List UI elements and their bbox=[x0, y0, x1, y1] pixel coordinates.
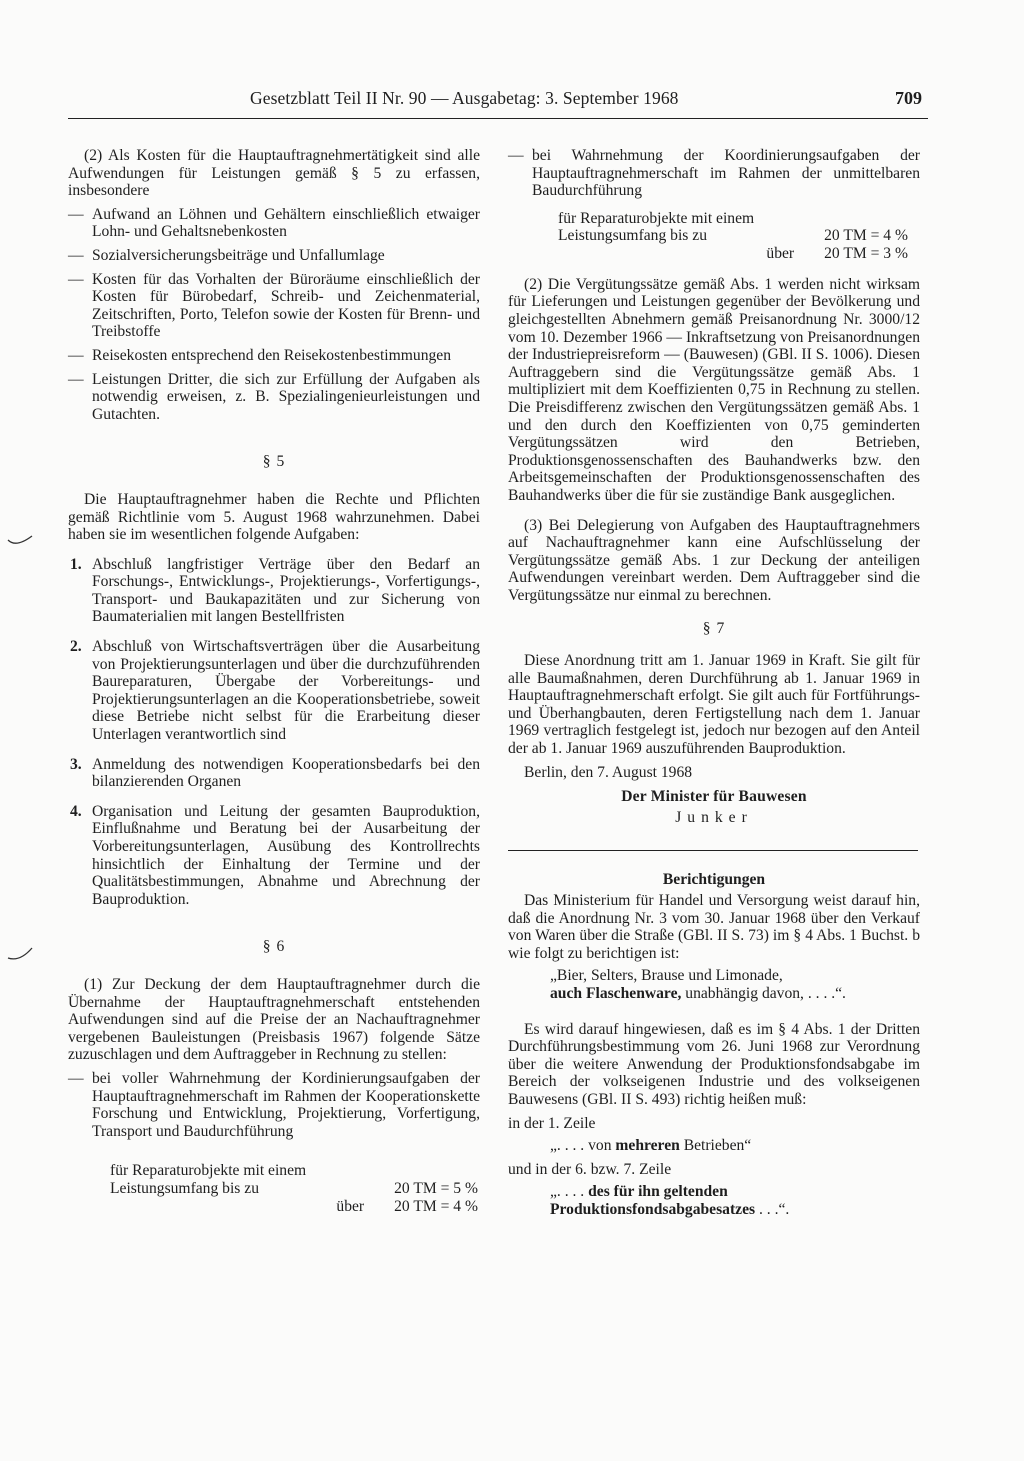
list-item: — Kosten für das Vorhalten der Büroräume einschließlich der Kosten für Bürobedarf, Schreib- und Zeichenmaterial, Zeitschriften, Porto, Telefon sowie der Kosten für Brenn- und Treibstoffe bbox=[68, 270, 480, 341]
list-item: — Sozialversicherungsbeiträge und Unfallumlage bbox=[68, 246, 385, 264]
list-item-text: Leistungen Dritter, die sich zur Erfüllung der Aufgaben als notwendig erweisen, z. B. Spezialingenieurleistungen und Gutachten. bbox=[92, 370, 480, 423]
correction-2-quote: „. . . . des für ihn geltenden Produktionsfondsabgabesatzes . . .“. bbox=[550, 1183, 790, 1218]
numbered-item-text: Abschluß von Wirtschaftsverträgen über die Ausarbeitung von Projektierungsunterlagen und über die durchzuführenden Baureparaturen, Übergabe der Vorbereitungs- und Projektierungsunterlagen an die Kooperationsbetriebe, soweit diese Betriebe nicht selbst für die Erarbeitung dieser Unterlagen verantwortlich sind bbox=[92, 638, 480, 744]
paragraph-6-2: (2) Die Vergütungssätze gemäß Abs. 1 werden nicht wirksam für Lieferungen und Leistungen gegenüber der Bevölkerung und gleichgestellten Abnehmern gemäß Preisanordnung Nr. 3000/12 vom 10. Dezember 1966 — Inkraftsetzung von Preisanordnungen der Industriepreisreform — (Bauwesen) (GBl. II S. 1006). Diesen Auftraggebern sind die Vergütungssätze gemäß Abs. 1 multipliziert mit dem Koeffizienten 0,75 in Rechnung zu stellen. Die Preisdifferenz zwischen den Vergütungssätzen gemäß Abs. 1 und den durch den Koeffizienten von 0,75 geminderten Vergütungssätzen wird den Betrieben, Produktionsgenossenschaften des Bauhandwerks bzw. den Arbeitsgemeinschaften der Produktionsgenossenschaften des Bauhandwerks über die für sie zuständige Bank ausgeglichen. bbox=[508, 275, 920, 504]
list-item: — bei Wahrnehmung der Koordinierungsaufgaben der Hauptauftragnehmerschaft im Rahmen der unmittelbaren Baudurchführung bbox=[508, 147, 920, 200]
list-item: — Leistungen Dritter, die sich zur Erfüllung der Aufgaben als notwendig erweisen, z. B. Spezialingenieurleistungen und Gutachten. bbox=[68, 370, 480, 423]
place-date: Berlin, den 7. August 1968 bbox=[524, 763, 693, 781]
paragraph-7: Diese Anordnung tritt am 1. Januar 1969 in Kraft. Sie gilt für alle Baumaßnahmen, deren Durchführung ab 1. Januar 1969 in Hauptauftragnehmerschaft erfolgt. Sie gilt auch für Fortführungs- und Überhangbauten, deren Fertigstellung nach dem 1. Januar 1969 vertraglich festgelegt ist, jedoch nur bezogen auf den Anteil der ab 1. Januar 1969 auszuführenden Bauproduktion. bbox=[508, 652, 920, 758]
corrections-heading: Berichtigungen bbox=[662, 871, 766, 889]
rate-row: über 20 TM = 4 % bbox=[336, 1197, 478, 1215]
numbered-item: 4. Organisation und Leitung der gesamten Bauproduktion, Einflußnahme und Beratung bei der Ausarbeitung der Vorbereitungsunterlagen, Ausübung des Kontrollrechts hinsichtlich der Einhaltung der Termine und der Qualitätsbestimmungen, Abnahme und Abrechnung der Bauproduktion. bbox=[70, 802, 480, 908]
numbered-item-text: Anmeldung des notwendigen Kooperationsbedarfs bei den bilanzierenden Organen bbox=[92, 755, 480, 791]
margin-checkmark-icon bbox=[6, 946, 34, 964]
rate-row: 20 TM = 4 % bbox=[824, 227, 908, 245]
margin-checkmark-icon bbox=[6, 534, 34, 552]
numbered-item: 3. Anmeldung des notwendigen Kooperationsbedarfs bei den bilanzierenden Organen bbox=[70, 755, 480, 791]
correction-2-line-label: und in der 6. bzw. 7. Zeile bbox=[508, 1160, 672, 1178]
numbered-item: 2. Abschluß von Wirtschaftsverträgen über die Ausarbeitung von Projektierungsunterlagen und über die durchzuführenden Baureparaturen, Übergabe der Vorbereitungs- und Projektierungsunterlagen an die Kooperationsbetriebe, soweit diese Betriebe nicht selbst für die Erarbeitung dieser Unterlagen verantwortlich sind bbox=[70, 638, 480, 744]
list-item-text: Reisekosten entsprechend den Reisekostenbestimmungen bbox=[92, 346, 452, 364]
section-heading-5: § 5 bbox=[262, 453, 286, 471]
list-item: — bei voller Wahrnehmung der Kordinierungsaufgaben der Hauptauftragnehmerschaft im Rahmen der Kooperationskette Forschung und Entwicklung, Projektierung, Vorfertigung, Transport und Baudurchführung bbox=[68, 1069, 480, 1140]
left-column bbox=[68, 147, 480, 1214]
paragraph-6-3: (3) Bei Delegierung von Aufgaben des Hauptauftragnehmers auf Nachauftragnehmer kann eine Aufschlüsselung der Vergütungssätze gemäß Abs. 1 zur Deckung der anteiligen Aufwendungen vereinbart werden. Dem Auftraggeber sind die Vergütungssätze nur einmal zu berechnen. bbox=[508, 516, 920, 604]
correction-2-line-label: in der 1. Zeile bbox=[508, 1114, 596, 1132]
page-number: 709 bbox=[895, 88, 922, 108]
list-item: — Reisekosten entsprechend den Reisekostenbestimmungen bbox=[68, 346, 452, 364]
paragraph-6-1: (1) Zur Deckung der dem Hauptauftragnehmer durch die Übernahme der Hauptauftragnehmerschaft entstehenden Aufwendungen sind auf die Preise der an Nachauftragnehmer vergebenen Bauleistungen (Preisbasis 1967) folgende Sätze zuzuschlagen und dem Auftraggeber in Rechnung zu stellen: bbox=[68, 975, 480, 1064]
list-item-text: bei voller Wahrnehmung der Kordinierungsaufgaben der Hauptauftragnehmerschaft im Rahmen der Kooperationskette Forschung und Entwicklung, Projektierung, Vorfertigung, Transport und Baudurchführung bbox=[92, 1069, 480, 1140]
section-heading-6: § 6 bbox=[262, 938, 286, 956]
numbered-item-text: Organisation und Leitung der gesamten Bauproduktion, Einflußnahme und Beratung bei der Ausarbeitung der Vorbereitungsunterlagen, Ausübung des Kontrollrechts hinsichtlich der Einhaltung der Termine und der Qualitätsbestimmungen, Abnahme und Abrechnung der Bauproduktion. bbox=[92, 802, 480, 908]
correction-1-text: Das Ministerium für Handel und Versorgung weist darauf hin, daß die Anordnung Nr. 3 vom 30. Januar 1968 über den Verkauf von Waren über die Straße (GBl. II S. 73) im § 4 Abs. 1 Buchst. b wie folgt zu berichtigen ist: bbox=[508, 892, 920, 962]
rate-table bbox=[68, 1162, 480, 1214]
numbered-item-text: Abschluß langfristiger Verträge über den Bedarf an Forschungs-, Entwicklungs-, Projektierungs-, Vorfertigungs-, Transport- und Baukapazitäten und zur Sicherung von Baumaterialien mit langen Bestellfristen bbox=[92, 555, 480, 626]
signatory-name: Junker bbox=[675, 808, 753, 826]
list-item: — Aufwand an Löhnen und Gehältern einschließlich etwaiger Lohn- und Gehaltsnebenkosten bbox=[68, 205, 480, 241]
rate-table bbox=[508, 210, 920, 262]
list-item-text: Sozialversicherungsbeiträge und Unfallumlage bbox=[92, 246, 385, 264]
minister-title: Der Minister für Bauwesen bbox=[621, 788, 807, 806]
list-item-text: Kosten für das Vorhalten der Büroräume einschließlich der Kosten für Bürobedarf, Schreib- und Zeichenmaterial, Zeitschriften, Porto, Telefon sowie der Kosten für Brenn- und Treibstoffe bbox=[92, 270, 480, 341]
correction-1-quote: „Bier, Selters, Brause und Limonade, bbox=[550, 967, 783, 985]
rate-label: für Reparaturobjekte mit einem Leistungsumfang bis zu bbox=[110, 1162, 307, 1197]
header-title: Gesetzblatt Teil II Nr. 90 — Ausgabetag: 3. September 1968 bbox=[250, 88, 679, 108]
correction-2-text: Es wird darauf hingewiesen, daß es im § 4 Abs. 1 der Dritten Durchführungsbestimmung vom 26. Juni 1968 zur Verordnung über die weitere Anwendung der Produktionsfondsabgabe im Bereich der volkseigenen Industrie und des volkseigenen Bauwesens (GBl. II S. 493) richtig heißen muß: bbox=[508, 1020, 920, 1108]
rate-label: für Reparaturobjekte mit einem Leistungsumfang bis zu bbox=[558, 209, 755, 245]
section-divider bbox=[508, 850, 918, 851]
rate-row: 20 TM = 5 % bbox=[394, 1179, 478, 1197]
page-header bbox=[68, 88, 928, 119]
paragraph-4-2: (2) Als Kosten für die Hauptauftragnehmertätigkeit sind alle Aufwendungen für Leistungen gemäß § 5 zu erfassen, insbesondere bbox=[68, 147, 480, 200]
rate-row: über 20 TM = 3 % bbox=[766, 244, 908, 262]
correction-2-quote: „. . . . von mehreren Betrieben“ bbox=[550, 1137, 752, 1155]
section-heading-7: § 7 bbox=[702, 620, 726, 638]
numbered-item: 1. Abschluß langfristiger Verträge über den Bedarf an Forschungs-, Entwicklungs-, Projektierungs-, Vorfertigungs-, Transport- und Baukapazitäten und zur Sicherung von Baumaterialien mit langen Bestellfristen bbox=[70, 555, 480, 626]
correction-1-quote-cont: auch Flaschenware, unabhängig davon, . . . .“. bbox=[550, 984, 846, 1002]
list-item-text: bei Wahrnehmung der Koordinierungsaufgaben der Hauptauftragnehmerschaft im Rahmen der unmittelbaren Baudurchführung bbox=[532, 147, 920, 200]
paragraph-5: Die Hauptauftragnehmer haben die Rechte und Pflichten gemäß Richtlinie vom 5. August 1968 wahrzunehmen. Dabei haben sie im wesentlichen folgende Aufgaben: bbox=[68, 490, 480, 544]
list-item-text: Aufwand an Löhnen und Gehältern einschließlich etwaiger Lohn- und Gehaltsnebenkosten bbox=[92, 205, 480, 241]
right-column bbox=[508, 147, 920, 1219]
